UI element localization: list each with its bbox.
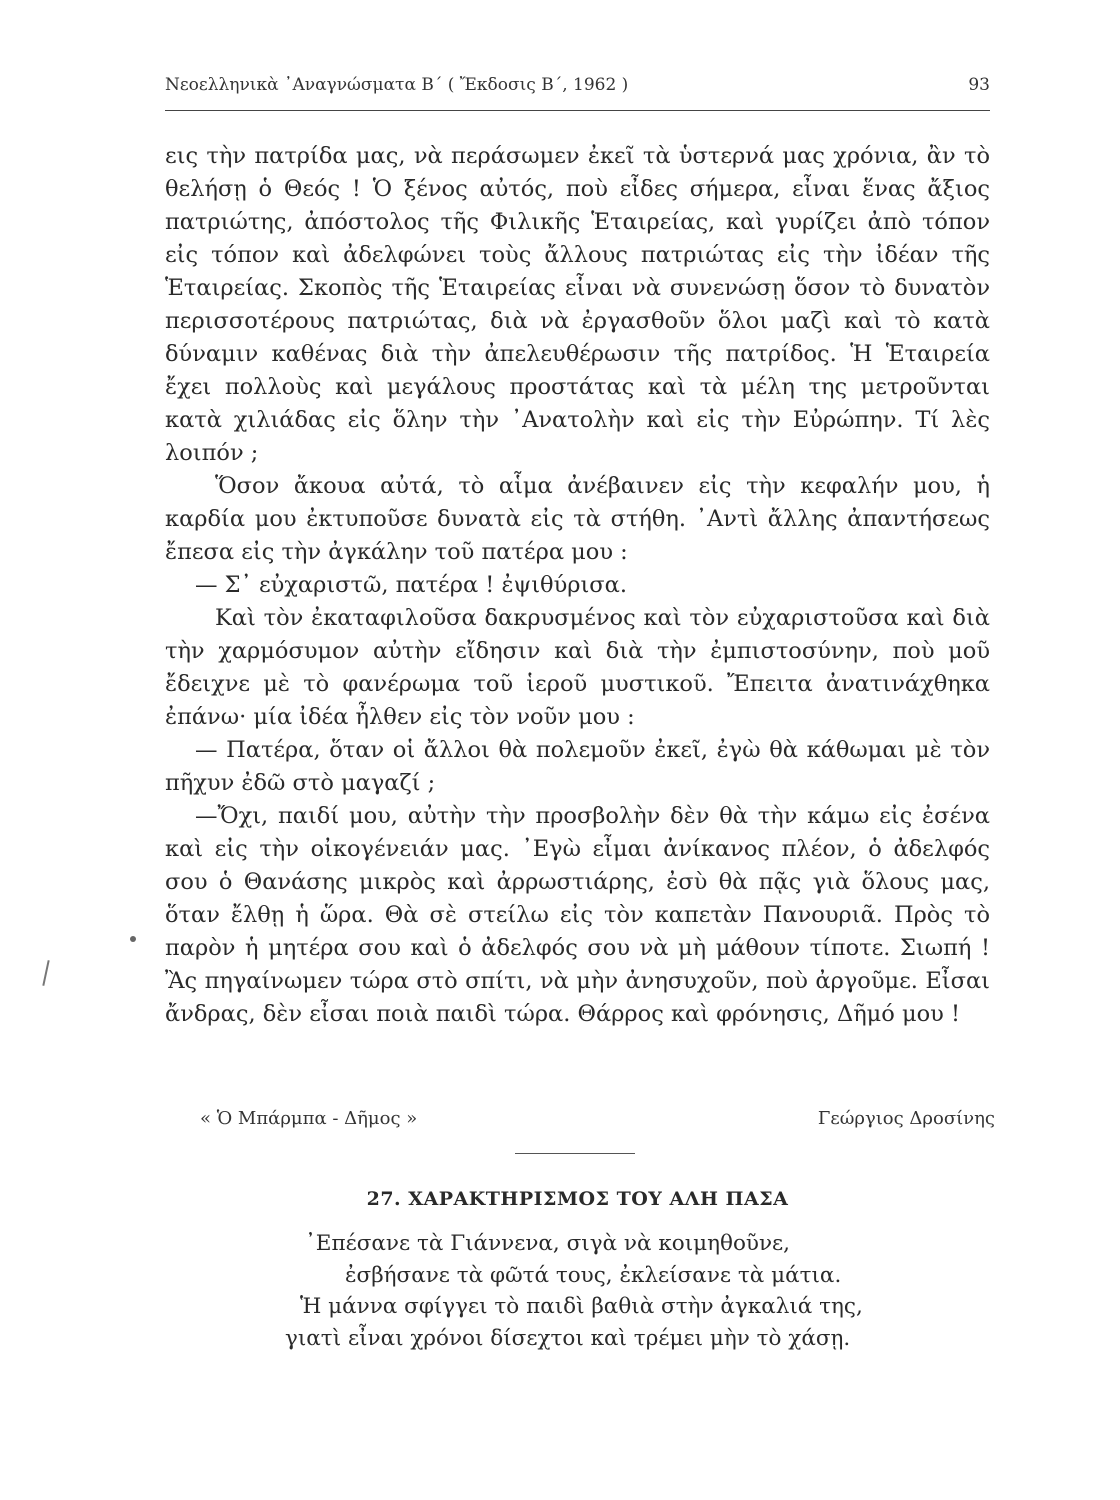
dialog-line: —Ὄχι, παιδί μου, αὐτὴν τὴν προσβολὴν δὲν θὰ τὴν κάμω εἰς ἐσένα καὶ εἰς τὴν οἰκογένειάν μας. ᾽Εγὼ εἶμαι ἀνίκανος πλέον, ὁ ἀδελφός σου ὁ Θανάσης μικρὸς καὶ ἀρρωστιάρης, ἐσὺ θὰ πᾷς γιὰ ὅλους μας, ὅταν ἔλθῃ ἡ ὥρα. Θὰ σὲ στείλω εἰς τὸν καπετὰν Πανουριᾶ. Πρὸς τὸ παρὸν ἡ μητέρα σου καὶ ὁ ἀδελφός σου νὰ μὴ μάθουν τίποτε. Σιωπή ! Ἂς πηγαίνωμεν τώρα στὸ σπίτι, νὰ μὴν ἀνησυχοῦν, ποὺ ἀργοῦμε. Εἶσαι ἄνδρας, δὲν εἶσαι ποιὰ παιδὶ τώρα. Θάρρος καὶ φρόνησις, Δῆμό μου !: [165, 803, 990, 1027]
paragraph: Καὶ τὸν ἐκαταφιλοῦσα δακρυσμένος καὶ τὸν εὐχαριστοῦσα καὶ διὰ τὴν χαρμόσυμον αὐτὴν εἴδησιν καὶ διὰ τὴν ἐμπιστοσύνην, ποὺ μοῦ ἔδειχνε μὲ τὸ φανέρωμα τοῦ ἱεροῦ μυστικοῦ. Ἔπειτα ἀνατινάχθηκα ἐπάνω· μία ἰδέα ἦλθεν εἰς τὸν νοῦν μου :: [165, 605, 990, 730]
poem-line: ᾽Επέσανε τὰ Γιάννενα, σιγὰ νὰ κοιμηθοῦνε,: [305, 1231, 790, 1256]
poem-line: γιατὶ εἶναι χρόνοι δίσεχτοι καὶ τρέμει μὴν τὸ χάσῃ.: [285, 1325, 851, 1351]
poem: [195, 1228, 955, 1354]
header-rule: [165, 110, 990, 111]
poem-line: ἐσβήσανε τὰ φῶτά τους, ἐκλείσανε τὰ μάτια.: [345, 1262, 842, 1288]
running-title: Νεοελληνικὰ ᾽Αναγνώσματα Β΄ ( Ἔκδοσις Β΄, 1962 ): [165, 75, 629, 95]
source-work: « Ὁ Μπάρμπα - Δῆμος »: [200, 1108, 418, 1129]
section-title: 27. ΧΑΡΑΚΤΗΡΙΣΜΟΣ ΤΟΥ ΑΛΗ ΠΑΣΑ: [366, 1188, 789, 1210]
page-header: [165, 75, 990, 95]
paragraph: Ὅσον ἄκουα αὐτά, τὸ αἷμα ἀνέβαινεν εἰς τὴν κεφαλήν μου, ἡ καρδία μου ἐκτυποῦσε δυνατὰ εἰς τὰ στήθη. ᾽Αντὶ ἄλλης ἀπαντήσεως ἔπεσα εἰς τὴν ἀγκάλην τοῦ πατέρα μου :: [165, 473, 990, 565]
dialog-line: — Σ᾽ εὐχαριστῶ, πατέρα ! ἐψιθύρισα.: [195, 572, 628, 598]
paragraph: εις τὴν πατρίδα μας, νὰ περάσωμεν ἐκεῖ τὰ ὑστερνά μας χρόνια, ἂν τὸ θελήσῃ ὁ Θεός ! Ὁ ξένος αὐτός, ποὺ εἶδες σήμερα, εἶναι ἕνας ἄξιος πατριώτης, ἀπόστολος τῆς Φιλικῆς Ἑταιρείας, καὶ γυρίζει ἀπὸ τόπον εἰς τόπον καὶ ἀδελφώνει τοὺς ἄλλους πατριώτας εἰς τὴν ἰδέαν τῆς Ἑταιρείας. Σκοπὸς τῆς Ἑταιρείας εἶναι νὰ συνενώσῃ ὅσον τὸ δυνατὸν περισσοτέρους πατριώτας, διὰ νὰ ἐργασθοῦν ὅλοι μαζὶ καὶ τὸ κατὰ δύναμιν καθένας διὰ τὴν ἀπελευθέρωσιν τῆς πατρίδος. Ἡ Ἑταιρεία ἔχει πολλοὺς καὶ μεγάλους προστάτας καὶ τὰ μέλη της μετροῦνται κατὰ χιλιάδας εἰς ὅλην τὴν ᾽Ανατολὴν καὶ εἰς τὴν Εὐρώπην. Τί λὲς λοιπόν ;: [165, 143, 990, 466]
source-author: Γεώργιος Δροσίνης: [817, 1108, 995, 1129]
source-attribution: [200, 1108, 995, 1129]
poem-line: Ἡ μάννα σφίγγει τὸ παιδὶ βαθιὰ στὴν ἀγκαλιά της,: [300, 1294, 863, 1319]
page-number: 93: [968, 75, 990, 95]
margin-mark: [42, 960, 49, 986]
prose-body: [165, 140, 990, 1031]
section-divider: [515, 1153, 635, 1154]
dialog-line: — Πατέρα, ὅταν οἱ ἄλλοι θὰ πολεμοῦν ἐκεῖ, ἐγὼ θὰ κάθωμαι μὲ τὸν πῆχυν ἐδῶ στὸ μαγαζί ;: [165, 737, 990, 796]
ink-speck: [130, 936, 136, 942]
